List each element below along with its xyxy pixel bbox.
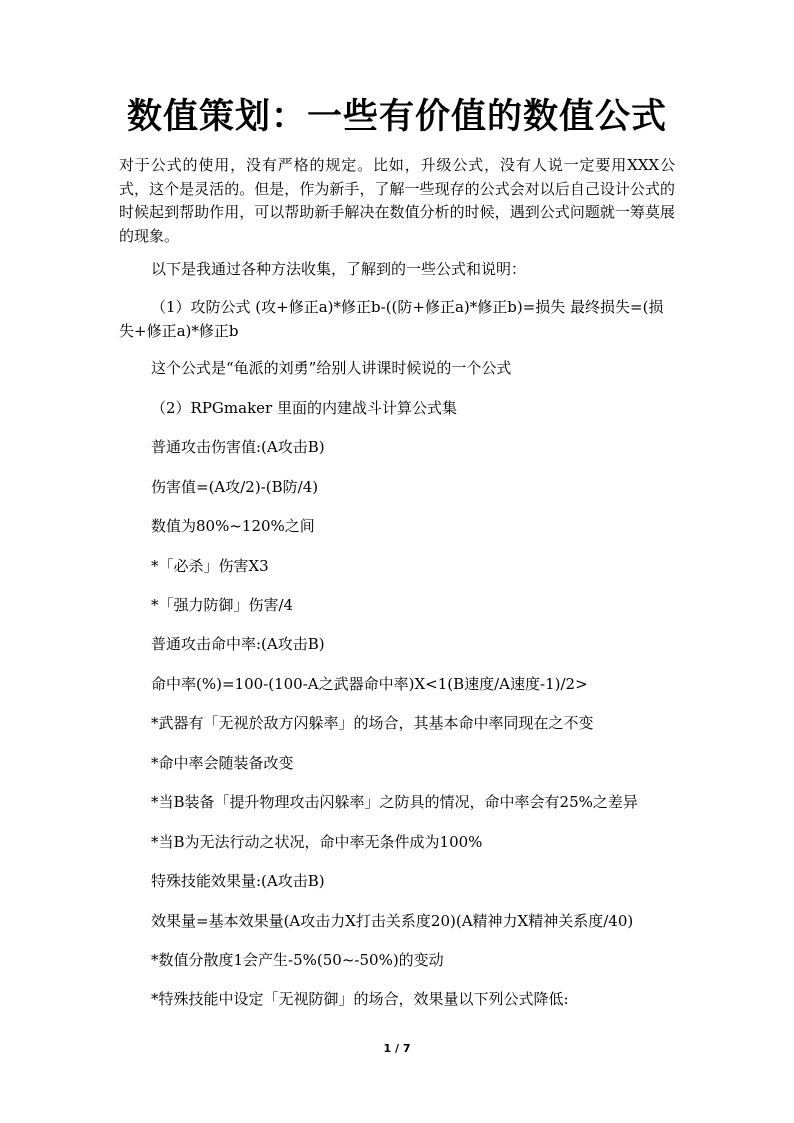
paragraph-14: *当B为无法行动之状况，命中率无条件成为100% <box>151 833 483 851</box>
paragraph-4: 普通攻击伤害值:(A攻击B) <box>151 438 325 456</box>
paragraph-8: *「强力防御」伤害/4 <box>151 596 294 614</box>
paragraph-16: 效果量=基本效果量(A攻击力X打击关系度20)(A精神力X精神关系度/40) <box>151 912 634 930</box>
intro-paragraph: 对于公式的使用，没有严格的规定。比如，升级公式，没有人说一定要用XXX公式，这个是灵活的。但是，作为新手，了解一些现存的公式会对以后自己设计公式的时候起到帮助作用，可以帮助新手解决在数值分析的时候，遇到公式问题就一筹莫展的现象。 <box>119 156 675 245</box>
paragraph-1: （1）攻防公式 (攻+修正a)*修正b-((防+修正a)*修正b)=损失 最终损失=(损失+修正a)*修正b <box>119 298 664 340</box>
paragraph-18: *特殊技能中设定「无视防御」的场合，效果量以下列公式降低: <box>151 990 569 1008</box>
paragraph-12: *命中率会随装备改变 <box>151 754 294 772</box>
paragraph-5: 伤害值=(A攻/2)-(B防/4) <box>151 478 319 496</box>
paragraph-6: 数值为80%~120%之间 <box>151 517 315 535</box>
paragraph-2: 这个公式是“龟派的刘勇”给别人讲课时候说的一个公式 <box>151 359 512 377</box>
paragraph-0: 以下是我通过各种方法收集，了解到的一些公式和说明： <box>151 260 527 278</box>
document-title: 数值策划：一些有价值的数值公式 <box>126 97 667 137</box>
paragraph-15: 特殊技能效果量:(A攻击B) <box>151 872 325 890</box>
page-number: 1 / 7 <box>383 1042 411 1055</box>
paragraph-3: （2）RPGmaker 里面的内建战斗计算公式集 <box>151 399 457 417</box>
paragraph-7: *「必杀」伤害X3 <box>151 557 269 575</box>
paragraph-11: *武器有「无视於敌方闪躲率」的场合，其基本命中率同现在之不变 <box>151 714 594 732</box>
paragraph-9: 普通攻击命中率:(A攻击B) <box>151 635 325 653</box>
paragraph-17: *数值分散度1会产生-5%(50~-50%)的变动 <box>151 951 444 969</box>
paragraph-13: *当B装备「提升物理攻击闪躲率」之防具的情况，命中率会有25%之差异 <box>151 793 638 811</box>
paragraph-10: 命中率(%)=100-(100-A之武器命中率)X<1(B速度/A速度-1)/2> <box>151 675 588 693</box>
